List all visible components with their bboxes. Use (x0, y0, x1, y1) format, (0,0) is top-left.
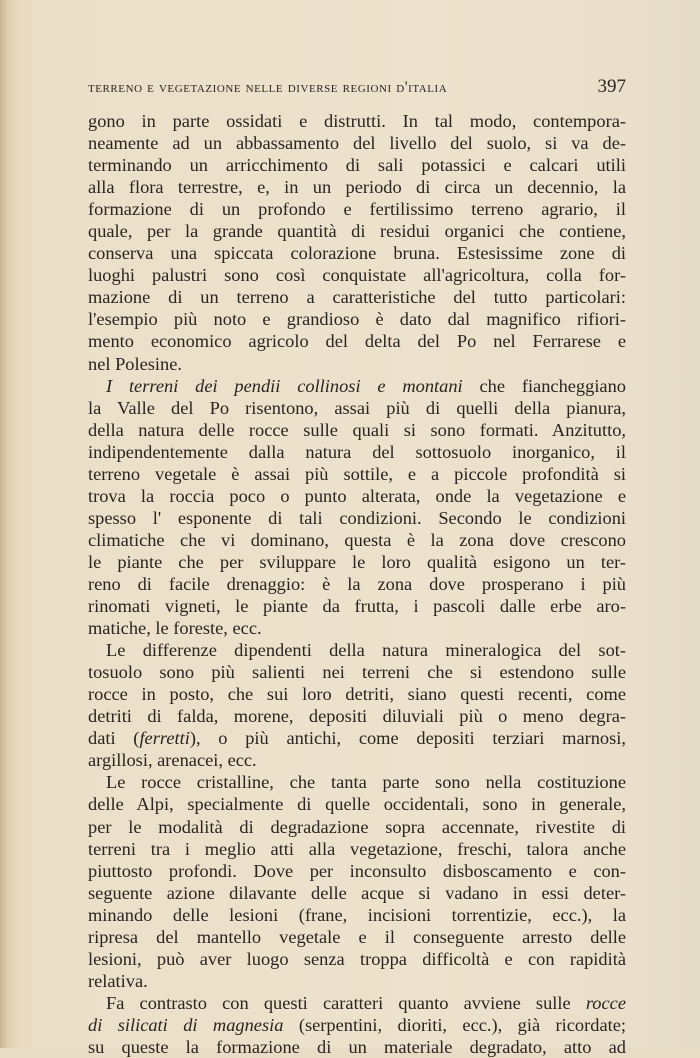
text-line (88, 551, 626, 573)
text-segment: che fiancheggiano (462, 375, 626, 396)
text-segment: nel Polesine. (88, 353, 182, 374)
text-line (88, 749, 626, 771)
text-segment: terminando un arricchimento di sali potassici e calcari utili (88, 155, 626, 176)
text-segment: rinomati vigneti, le piante da frutta, i pascoli dalle erbe aro- (88, 596, 626, 617)
text-segment: argillosi, arenacei, ecc. (88, 750, 257, 771)
italic-text: I terreni dei pendii collinosi e montani (106, 375, 463, 396)
text-line (88, 220, 626, 242)
text-segment: le piante che per sviluppare le loro qualità esigono un ter- (88, 551, 626, 572)
text-segment: delle Alpi, specialmente di quelle occidentali, sono in generale, (88, 794, 626, 815)
text-segment: la Valle del Po risentono, assai più di quelli della pianura, (88, 397, 626, 418)
text-line (88, 132, 626, 154)
text-segment: Le rocce cristalline, che tanta parte sono nella costituzione (106, 772, 626, 793)
text-segment: matiche, le foreste, ecc. (88, 618, 262, 639)
text-segment: seguente azione dilavante delle acque si vadano in essi deter- (88, 882, 626, 903)
text-segment: formazione di un profondo e fertilissimo terreno agrario, il (88, 199, 626, 220)
text-line (88, 793, 626, 815)
text-line (88, 882, 626, 904)
text-line (88, 904, 626, 926)
text-line (88, 1014, 626, 1036)
italic-text: ferretti (139, 728, 190, 749)
text-line (88, 441, 626, 463)
italic-text: di silicati di magnesia (88, 1014, 284, 1035)
body-text (88, 110, 626, 1058)
text-segment: reno di facile drenaggio: è la zona dove prosperano i più (88, 573, 626, 594)
text-line (88, 705, 626, 727)
text-segment: l'esempio più noto e grandioso è dato dal magnifico rifiori- (88, 309, 626, 330)
running-head-title: terreno e vegetazione nelle diverse regioni d'italia (88, 79, 448, 96)
text-segment: gono in parte ossidati e distrutti. In tal modo, contempora- (88, 111, 626, 131)
text-segment: conserva una spiccata colorazione bruna. Estesissime zone di (88, 243, 626, 264)
text-line (88, 727, 626, 749)
text-segment: (serpentini, dioriti, ecc.), già ricordate; (283, 1014, 626, 1035)
text-line (88, 485, 626, 507)
text-segment: su queste la formazione di un materiale degradato, atto ad (88, 1036, 626, 1057)
text-segment: quale, per la grande quantità di residui organici che contiene, (88, 221, 626, 242)
text-segment: spesso l' esponente di tali condizioni. Secondo le condizioni (88, 507, 626, 528)
text-segment: terreni tra i meglio atti alla vegetazione, freschi, talora anche (88, 838, 626, 859)
text-line (88, 375, 626, 397)
text-segment: neamente ad un abbassamento del livello del suolo, si va de- (88, 133, 626, 154)
text-line (88, 595, 626, 617)
text-line (88, 529, 626, 551)
text-line (88, 816, 626, 838)
text-line (88, 176, 626, 198)
text-segment: mento economico agricolo del delta del Po nel Ferrarese e (88, 331, 626, 352)
text-line (88, 573, 626, 595)
text-line (88, 838, 626, 860)
text-segment: dati ( (88, 728, 140, 749)
text-segment: per le modalità di degradazione sopra accennate, rivestite di (88, 816, 626, 837)
text-line (88, 286, 626, 308)
text-line (88, 308, 626, 330)
running-head (88, 76, 626, 98)
text-line (88, 242, 626, 264)
text-line (88, 683, 626, 705)
text-segment: alla flora terrestre, e, in un periodo di circa un decennio, la (88, 177, 626, 198)
text-segment: detriti di falda, morene, depositi diluviali più o meno degra- (88, 706, 626, 727)
text-line (88, 661, 626, 683)
text-segment: relativa. (88, 970, 148, 991)
text-line (88, 992, 626, 1014)
text-line (88, 771, 626, 793)
text-line (88, 970, 626, 992)
text-line (88, 419, 626, 441)
text-segment: minando delle lesioni (frane, incisioni torrentizie, ecc.), la (88, 904, 626, 925)
text-line (88, 353, 626, 375)
text-line (88, 639, 626, 661)
text-segment: lesioni, può aver luogo senza troppa difficoltà e con rapidità (88, 948, 626, 969)
text-segment: indipendentemente dalla natura del sottosuolo inorganico, il (88, 441, 626, 462)
text-segment: climatiche che vi dominano, questa è la zona dove crescono (88, 529, 626, 550)
text-segment: ), o più antichi, come depositi terziari marnosi, (189, 728, 626, 749)
text-line (88, 397, 626, 419)
text-line (88, 1036, 626, 1058)
text-line (88, 264, 626, 286)
text-line (88, 110, 626, 132)
text-segment: ripresa del mantello vegetale e il conseguente arresto delle (88, 926, 626, 947)
text-segment: Fa contrasto con questi caratteri quanto avviene sulle (106, 992, 586, 1013)
text-line (88, 330, 626, 352)
italic-text: rocce (585, 992, 626, 1013)
text-line (88, 948, 626, 970)
text-segment: terreno vegetale è assai più sottile, e a piccole profondità si (88, 463, 626, 484)
text-segment: trova la roccia poco o punto alterata, onde la vegetazione e (88, 485, 626, 506)
text-segment: rocce in posto, che sui loro detriti, siano questi recenti, come (88, 684, 626, 705)
text-line (88, 617, 626, 639)
text-line (88, 154, 626, 176)
text-segment: tosuolo sono più salienti nei terreni che si estendono sulle (88, 662, 626, 683)
text-line (88, 926, 626, 948)
text-segment: piuttosto profondi. Dove per inconsulto disboscamento e con- (88, 860, 626, 881)
text-segment: mazione di un terreno a caratteristiche del tutto particolari: (88, 287, 626, 308)
text-line (88, 860, 626, 882)
text-line (88, 198, 626, 220)
text-segment: della natura delle rocce sulle quali si sono formati. Anzitutto, (88, 419, 626, 440)
text-segment: Le differenze dipendenti della natura mineralogica del sot- (106, 640, 626, 661)
text-line (88, 463, 626, 485)
text-line (88, 507, 626, 529)
text-segment: luoghi palustri sono così conquistate all'agricoltura, colla for- (88, 265, 626, 286)
page-number: 397 (597, 76, 626, 97)
